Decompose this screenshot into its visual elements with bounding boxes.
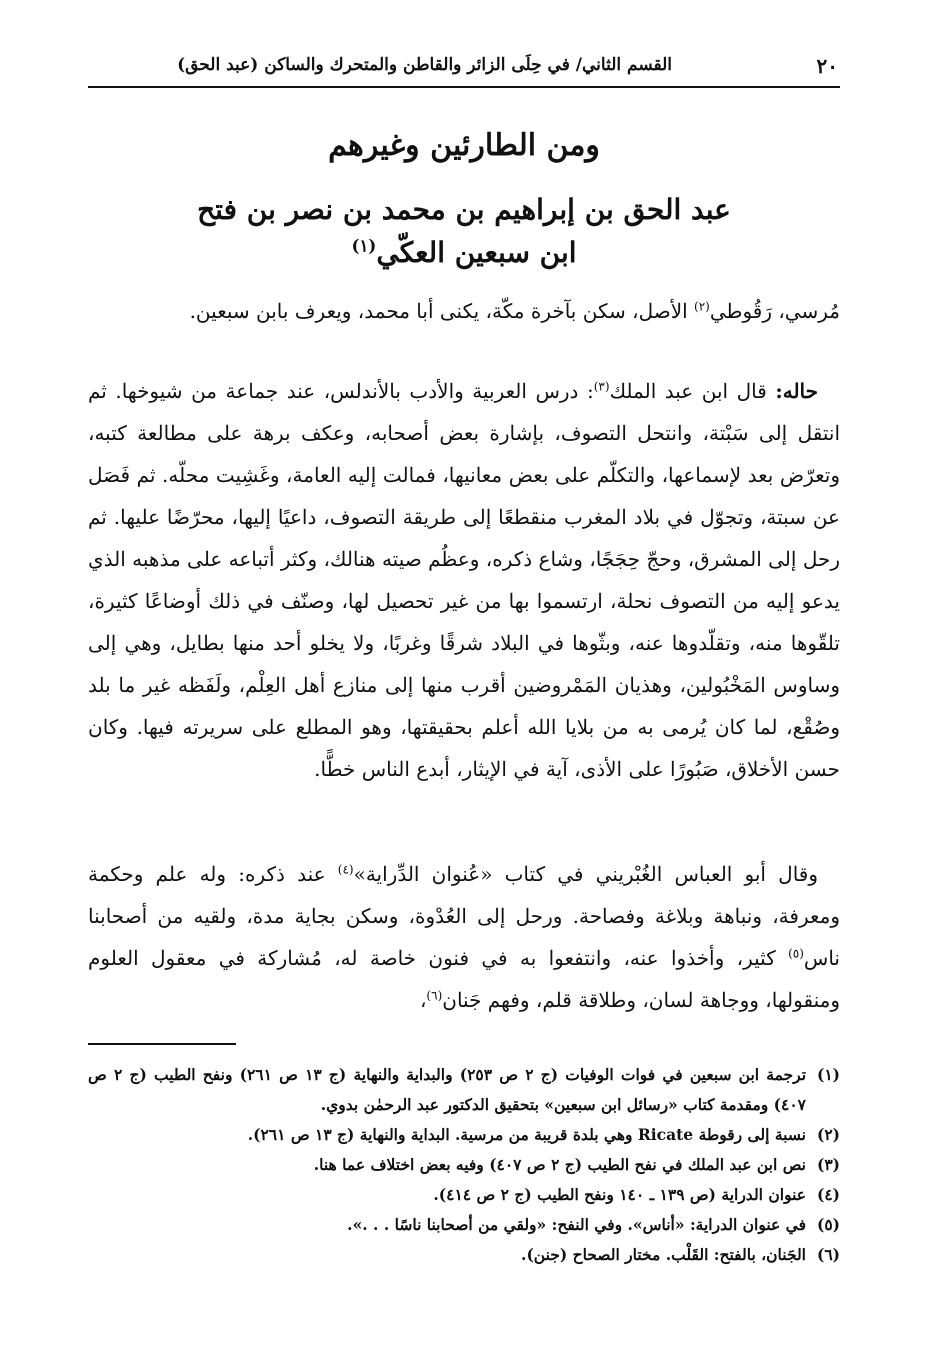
intro-paragraph <box>88 290 840 332</box>
footnote-item <box>88 1210 840 1240</box>
intro-text-1: مُرسي، رَقُوطي <box>709 299 840 323</box>
footnote-item <box>88 1180 840 1210</box>
qal-text-4: ، <box>419 988 427 1012</box>
hal-text-1: قال ابن عبد الملك <box>609 379 776 403</box>
footnote-item <box>88 1240 840 1270</box>
footnote-item <box>88 1060 840 1120</box>
footnote-divider <box>88 1043 236 1045</box>
footnote-ref-3[interactable]: (٣) <box>593 379 610 394</box>
footnote-number: (٣) <box>816 1155 840 1174</box>
ghubrini-paragraph <box>88 853 840 1021</box>
hal-paragraph <box>88 370 840 790</box>
qal-text-1: وقال أبو العباس الغُبْريني في كتاب «عُنوان الدِّراية» <box>353 862 819 886</box>
footnote-number: (٦) <box>816 1245 840 1264</box>
footnote-text: عنوان الدراية (ص ١٣٩ ـ ١٤٠ ونفح الطيب (ج ٢ ص ٤١٤). <box>433 1185 806 1204</box>
footnotes <box>88 1060 840 1270</box>
footnote-ref-6[interactable]: (٦) <box>426 988 443 1003</box>
footnote-ref-5[interactable]: (٥) <box>788 946 804 961</box>
footnote-number: (٤) <box>816 1185 840 1204</box>
footnote-text: ترجمة ابن سبعين في فوات الوفيات (ج ٢ ص ٢٥٣) والبداية والنهاية (ج ١٣ ص ٢٦١) ونفح الطيب (ج ٢ ص ٤٠٧) ومقدمة كتاب «رسائل ابن سبعين» بتحقيق الدكتور عبد الرحمٰن بدوي. <box>88 1065 807 1114</box>
section-heading: ومن الطارئين وغيرهم <box>328 128 600 163</box>
footnote-number: (٢) <box>816 1125 840 1144</box>
footnote-text: في عنوان الدراية: «أناس». وفي النفح: «ولقي من أصحابنا ناسًا . . .». <box>347 1215 806 1234</box>
footnote-ref-2[interactable]: (٢) <box>694 299 710 314</box>
footnote-text: نص ابن عبد الملك في نفح الطيب (ج ٢ ص ٤٠٧) وفيه بعض اختلاف عما هنا. <box>313 1155 806 1174</box>
name-heading-line-2-text: ابن سبعين العكّي <box>376 236 577 269</box>
footnote-ref-1[interactable]: (١) <box>351 235 377 256</box>
hal-text-2: : درس العربية والأدب بالأندلس، عند جماعة من شيوخها. ثم انتقل إلى سَبْتة، وانتحل التصوف، بإشارة بعض أصحابه، وعكف برهة على مطالعة كتبه، وتعرّض بعد لإسماعها، والتكلّم على بعض معانيها، فمالت إليه العامة، وغَشِيت محلّه. ثم فَصَل عن سبتة، وتجوّل في بلاد المغرب منقطعًا إلى طريقة التصوف، داعيًا إليها، محرّضًا عليها. ثم رحل إلى المشرق، وحجّ حِجَجًا، وشاع ذكره، وعظُم صيته هنالك، وكثر أتباعه على مذهبه الذي يدعو إليه من التصوف نحلة، ارتسموا بها من غير تحصيل لها، وصنّف في ذلك أوضاعًا كثيرة، تلقّوها منه، وتقلّدوها عنه، وبثّوها في البلاد شرقًا وغربًا، ولا يخلو أحد منها بطايل، وهي إلى وساوس المَخْبُولين، وهذيان المَمْروضين أقرب منها إلى منازع أهل العِلْم، ولَفَظه غير ما بلد وصُقْع، لما كان يُرمى به من بلايا الله أعلم بحقيقتها، وهو المطلع على سريرته فيها. وكان حسن الأخلاق، صَبُورًا على الأذى، آية في الإيثار، أبدع الناس خطًّا. <box>88 379 840 781</box>
qal-text-3: كثير، وأخذوا عنه، وانتفعوا به في فنون خاصة له، مُشاركة في معقول العلوم ومنقولها، ووجاهة لسان، وطلاقة قلم، وفهم جَنان <box>88 946 840 1012</box>
footnote-text: الجَنان، بالفتح: القَلْب. مختار الصحاح (جنن). <box>521 1245 806 1264</box>
footnote-text: نسبة إلى رقوطة Ricate وهي بلدة قريبة من مرسية. البداية والنهاية (ج ١٣ ص ٢٦١). <box>247 1125 806 1144</box>
footnote-item <box>88 1150 840 1180</box>
footnote-number: (١) <box>816 1065 840 1084</box>
name-heading-line-2 <box>88 236 840 269</box>
footnote-number: (٥) <box>816 1215 840 1234</box>
name-heading-line-1: عبد الحق بن إبراهيم بن محمد بن نصر بن فتح <box>197 193 731 226</box>
footnote-ref-4[interactable]: (٤) <box>337 862 354 877</box>
hal-label: حاله: <box>775 379 818 403</box>
running-header <box>88 50 840 88</box>
header-title: القسم الثاني/ في حِلَى الزائر والقاطن والمتحرك والساكن (عبد الحق) <box>177 55 672 75</box>
qal-text-2: عند ذكره: وله علم وحكمة ومعرفة، ونباهة وبلاغة وفصاحة. ورحل إلى العُدْوة، وسكن بجاية مدة، ولقيه من أصحابنا ناس <box>88 862 840 970</box>
footnote-item <box>88 1120 840 1150</box>
page-number: ٢٠ <box>816 54 838 78</box>
intro-text-2: الأصل، سكن بآخرة مكّة، يكنى أبا محمد، ويعرف بابن سبعين. <box>189 299 695 323</box>
